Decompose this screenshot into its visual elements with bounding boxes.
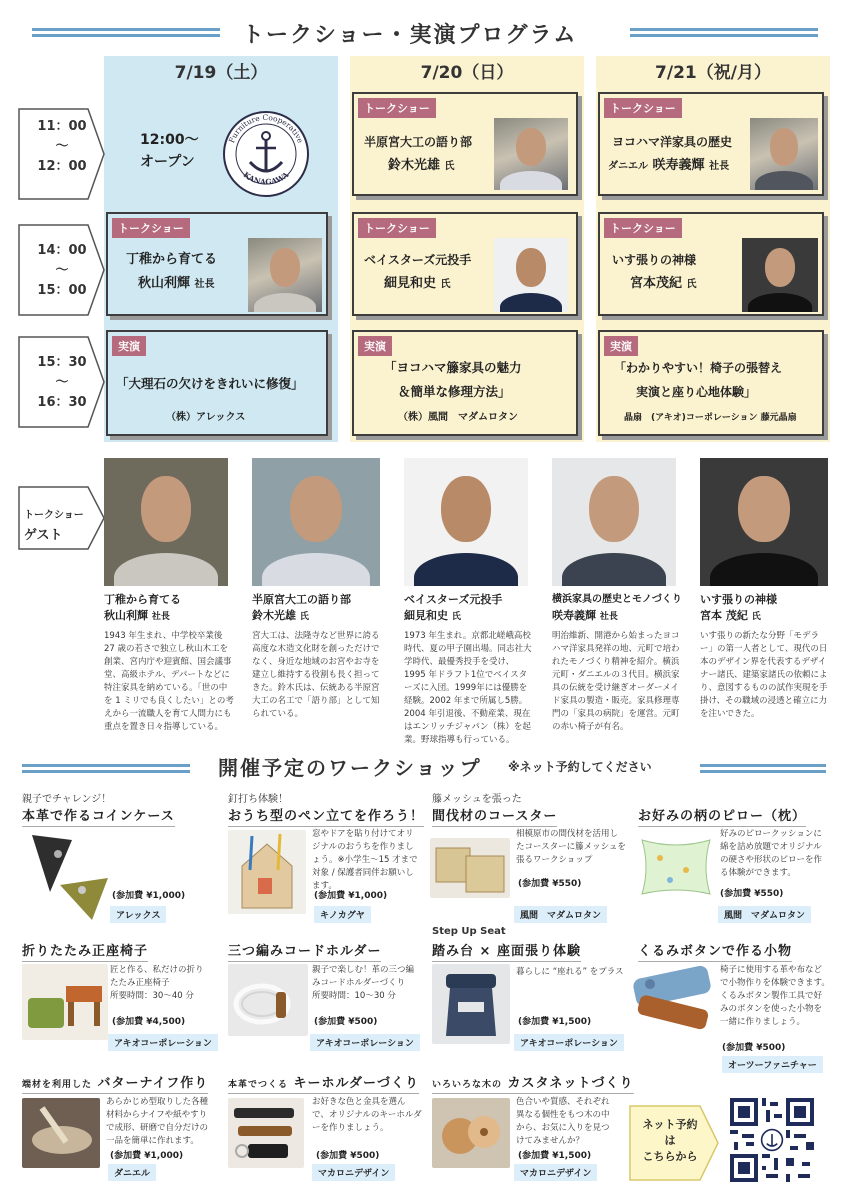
demo-org: （株）アレックス <box>166 412 246 423</box>
guest-photo-suzuki <box>252 458 380 586</box>
header-stripe-right <box>630 28 818 37</box>
guest-title: 横浜家具の歴史とモノづくり <box>552 594 682 605</box>
slot-line1: 丁稚から育てる <box>126 252 218 267</box>
guest-bio: 1943 年生まれ、中学校卒業後 27 歳の若さで独立し秋山木工を創業、宮内庁や迎賓館、国会議事堂、高級ホテル、デパートなどに特注家具を納めている。「世の中を 1 ミリでも良くしたい」との考えから一流職人を育て人間力にも重点を置き日々指導している。 <box>104 631 234 732</box>
cooperative-logo <box>222 110 310 198</box>
time-start-3: 15：30 <box>37 355 87 370</box>
ws-fee: (参加費 ¥500) <box>314 1017 378 1027</box>
slot-0720-demo <box>352 330 578 436</box>
ws-sub: 籐メッシュを張った <box>432 794 522 805</box>
ws-fee: (参加費 ¥4,500) <box>112 1017 186 1027</box>
program-title: トークショー・実演プログラム <box>242 23 578 48</box>
guest-label-2: ゲスト <box>24 528 63 543</box>
demo-title-2: ＆簡単な修理方法」 <box>398 384 511 399</box>
slot-0721-demo <box>598 330 824 436</box>
ws-desc: 暮らしに “座れる” をプラス <box>516 967 624 977</box>
time-tilde-1: ～ <box>55 139 69 154</box>
ws-org: アレックス <box>110 906 166 923</box>
ws-title: 端材を利用した バターナイフ作り <box>22 1072 208 1094</box>
ws-org: 風間 マダムロタン <box>718 906 811 923</box>
time-start-2: 14：00 <box>37 243 87 258</box>
ws-org: ダニエル <box>108 1164 156 1181</box>
slot-0721-talk-1 <box>598 92 824 196</box>
ws-org: マカロニデザイン <box>514 1164 597 1181</box>
ws-title: 本革で作るコインケース <box>22 805 175 827</box>
guest-title: ベイスターズ元投手 <box>404 593 503 606</box>
coin-case-image <box>22 830 112 920</box>
guest-bio: いす張りの新たな分野「モデラー」の第一人者として、現代の日本のデザイン界を代表するデザイナー諸氏、建築家諸氏の依頼により、意図するものの試作実現を手掛け、その職域の浸透と確立に力を注いできた。 <box>700 631 828 719</box>
ws-title: くるみボタンで作る小物 <box>638 940 792 962</box>
guest-name: 宮本 茂紀 氏 <box>700 609 761 622</box>
ws-desc: 椅子に使用する革や布などで小物作りを体験できます。くるみボタン製作工具で好みのボタンを使った小物を一緒に作りましょう。 <box>720 965 830 1027</box>
slot-line1: ベイスターズ元投手 <box>364 253 472 267</box>
slot-line1: ヨコハマ洋家具の歴史 <box>612 135 733 149</box>
time-tilde-3: ～ <box>55 375 69 390</box>
time-end-2: 15：00 <box>37 283 87 298</box>
ws-sub: 親子でチャレンジ！ <box>22 794 112 805</box>
time-tilde-2: ～ <box>55 263 69 278</box>
ws-title: 三つ編みコードホルダー <box>228 940 381 962</box>
guest-photo-sakuju <box>552 458 676 586</box>
ws-desc: 好みのピロークッションに綿を詰め放題でオリジナルの硬さや形状のピローを作る体験ができます。 <box>720 829 823 878</box>
ws-title: 本革でつくる キーホルダーづくり <box>228 1072 419 1094</box>
ws-org: 風間 マダムロタン <box>514 906 607 923</box>
guest-photo-hosomi <box>404 458 528 586</box>
cord-holder-image <box>228 964 308 1036</box>
time-end-3: 16：30 <box>37 395 87 410</box>
slot-0721-talk-2 <box>598 212 824 316</box>
open-time: 12:00～ <box>140 132 199 148</box>
ws-fee: (参加費 ¥1,000) <box>314 891 388 901</box>
guest-label-1: トークショー <box>24 510 84 521</box>
day-header-0719: 7/19（土） <box>174 63 268 83</box>
demo-tag: 実演 <box>358 336 392 356</box>
talk-tag: トークショー <box>358 218 436 238</box>
ws-fee: (参加費 ¥500) <box>722 1043 786 1053</box>
ws-fee: (参加費 ¥550) <box>518 879 582 889</box>
ws-desc: 色合いや質感、それぞれ異なる個性をもつ木の中から、お気に入りを見つけてみませんか？ <box>516 1097 610 1146</box>
guest-name: 鈴木光雄 氏 <box>252 609 309 622</box>
ws-fee: (参加費 ¥1,000) <box>110 1151 184 1161</box>
pillow-image <box>638 834 714 900</box>
ws-desc: 匠と作る、私だけの折りたたみ正座椅子 所要時間：30～40 分 <box>110 965 204 1001</box>
ws-desc: あらかじめ型取りした各種材料からナイフや紙やすりで成形、研磨で自分だけの一品を簡単に作れます。 <box>106 1097 209 1146</box>
guest-bio: 宮大工は、法隆寺など世界に誇る高度な木造文化財を創っただけでなく、身近な地域のお宮やお寺を建立し維持する役割も長く担ってきた。鈴木氏は、伝統ある半原宮大工の名工で「語り部」として知られている。 <box>252 631 380 719</box>
workshop-stripe-right <box>700 764 826 773</box>
slot-name: 秋山利輝 社長 <box>138 276 215 291</box>
ws-desc: 窓やドアを貼り付けてオリジナルのおうちを作りましょう。※小学生～15 才まで対象 / 保護者同伴お願いします。 <box>312 829 418 891</box>
slot-name: 細見和史 氏 <box>384 276 451 291</box>
coaster-image <box>430 838 510 898</box>
ws-sub: Step Up Seat <box>432 926 506 937</box>
ws-title: 踏み台 × 座面張り体験 <box>432 940 581 962</box>
workshop-stripe-left <box>22 764 190 773</box>
ws-desc: 親子で楽しむ！革の三つ編みコードホルダーづくり 所要時間：10～30 分 <box>312 965 415 1001</box>
day-header-0721: 7/21（祝/月） <box>655 63 771 83</box>
ws-desc: お好きな色と金具を選んで、オリジナルのキーホルダーを作りましょう。 <box>312 1097 422 1133</box>
talk-tag: トークショー <box>604 98 682 118</box>
slot-line1: いす張りの神様 <box>612 253 697 267</box>
logo-bottom-text: KANAGAWA <box>241 170 291 187</box>
demo-org: （株）風間 マダムロタン <box>398 412 518 423</box>
slot-0720-talk-1 <box>352 92 578 196</box>
demo-title-2: 実演と座り心地体験」 <box>636 385 757 399</box>
ws-org: キノカグヤ <box>314 906 371 923</box>
ws-org: マカロニデザイン <box>312 1164 395 1181</box>
slot-name: ダニエル 咲寿義輝 社長 <box>608 158 730 173</box>
ws-org: アキオコーポレーション <box>108 1034 218 1051</box>
reserve-line-1: ネット予約 <box>642 1118 698 1131</box>
workshop-title: 開催予定のワークショップ <box>218 756 482 780</box>
slot-line1: 半原宮大工の語り部 <box>364 135 473 149</box>
ws-desc: 相模原市の間伐材を活用したコースターに籐メッシュを張るワークショップ <box>516 829 626 865</box>
slot-name: 鈴木光雄 氏 <box>388 158 455 173</box>
ws-title: おうち型のペン立てを作ろう！ <box>228 805 424 827</box>
guest-photo-miyamoto <box>700 458 828 586</box>
ws-sub: 釘打ち体験！ <box>228 794 288 805</box>
ws-title: いろいろな木の カスタネットづくり <box>432 1072 634 1094</box>
ws-fee: (参加費 ¥550) <box>720 889 784 899</box>
ws-title: 間伐材のコースター <box>432 805 557 827</box>
guest-title: 丁稚から育てる <box>104 593 181 606</box>
demo-tag: 実演 <box>112 336 146 356</box>
talk-tag: トークショー <box>358 98 436 118</box>
castanet-image <box>432 1098 510 1168</box>
seiza-chair-image <box>22 964 108 1040</box>
step-seat-image <box>432 964 510 1044</box>
butter-knife-image <box>22 1098 100 1168</box>
portrait-suzuki <box>494 118 568 190</box>
time-end-1: 12：00 <box>37 159 87 174</box>
key-holder-image <box>228 1098 304 1168</box>
ws-title: お好みの柄のピロー（枕） <box>638 805 806 827</box>
demo-title-1: 「わかりやすい！椅子の張替え <box>614 361 783 375</box>
guest-name: 細見和史 氏 <box>404 609 461 622</box>
talk-tag: トークショー <box>604 218 682 238</box>
guest-photo-akiyama <box>104 458 228 586</box>
guest-title: 半原宮大工の語り部 <box>252 593 351 606</box>
portrait-miyamoto <box>742 238 818 312</box>
ws-org: アキオコーポレーション <box>514 1034 624 1051</box>
guest-title: いす張りの神様 <box>700 593 777 606</box>
ws-fee: (参加費 ¥1,000) <box>112 891 186 901</box>
day-header-0720: 7/20（日） <box>420 63 514 83</box>
ws-fee: (参加費 ¥1,500) <box>518 1151 592 1161</box>
reserve-line-2: は <box>664 1134 676 1147</box>
guest-name: 秋山利輝 社長 <box>104 609 170 622</box>
guest-name: 咲寿義輝 社長 <box>552 609 618 622</box>
demo-tag: 実演 <box>604 336 638 356</box>
logo-top-text: Furniture Cooperative <box>227 112 305 145</box>
demo-title-1: 「ヨコハマ籐家具の魅力 <box>384 360 522 375</box>
ws-org: オーツーファニチャー <box>722 1056 823 1073</box>
portrait-hosomi <box>494 238 568 312</box>
ws-org: アキオコーポレーション <box>310 1034 420 1051</box>
reserve-line-3: こちらから <box>642 1150 698 1163</box>
open-label: オープン <box>140 154 195 170</box>
guest-bio: 1973 年生まれ。京都北嵯峨高校時代、夏の甲子園出場。同志社大学時代、最優秀投手を受け、1995 年ドラフト1位でベイスターズに入団。1999年には優勝を経験。2002 年まで所属し5勝。2004 年引退後、不動産業、現在はエンリッチジャパン（株）を起業。野球指導も行っている。 <box>404 631 532 745</box>
slot-name: 宮本茂紀 氏 <box>630 276 697 291</box>
ws-fee: (参加費 ¥1,500) <box>518 1017 592 1027</box>
demo-org: 晶扇 (アキオ)コーポレーション 藤元晶扇 <box>624 413 797 423</box>
portrait-sakuju <box>750 118 818 190</box>
pen-stand-image <box>228 830 306 914</box>
portrait-akiyama <box>248 238 322 312</box>
ws-fee: (参加費 ¥500) <box>316 1151 380 1161</box>
demo-title: 「大理石の欠けをきれいに修復」 <box>116 376 304 391</box>
header-stripe-left <box>32 28 220 37</box>
qr-code[interactable] <box>726 1094 818 1186</box>
time-start-1: 11：00 <box>37 119 87 134</box>
workshop-note: ※ネット予約してください <box>508 760 652 774</box>
ws-title: 折りたたみ正座椅子 <box>22 940 148 962</box>
talk-tag: トークショー <box>112 218 190 238</box>
kurumi-button-image <box>628 964 716 1040</box>
slot-0719-demo <box>106 330 328 436</box>
slot-0720-talk-2 <box>352 212 578 316</box>
slot-0719-talk-2 <box>106 212 328 316</box>
guest-bio: 明治維新、開港から始まったヨコハマ洋家具発祥の地、元町で培われたモノづくり精神を紹介。横浜元町・ダニエルの３代目。横浜家具の伝統を受け継ぎオーダーメイド家具の製造・販売。家具修理専門の「家具の病院」を運営。元町の赤い椅子が有名。 <box>552 631 680 732</box>
